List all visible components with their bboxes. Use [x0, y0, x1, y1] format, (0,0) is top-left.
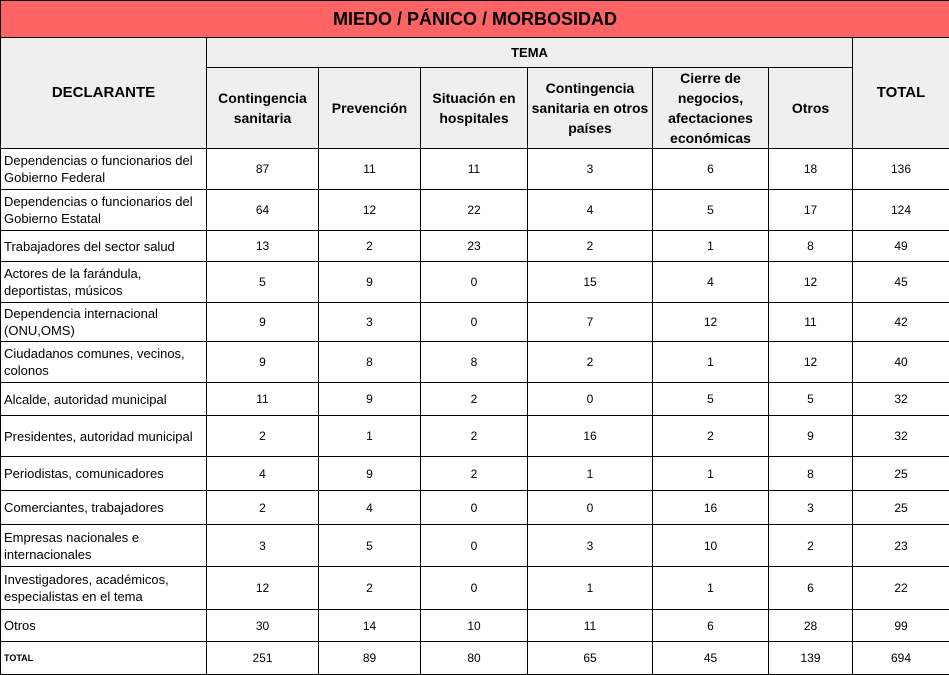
- table-cell: 4: [319, 491, 421, 525]
- table-cell: 2: [653, 416, 769, 457]
- column-header: Prevención: [319, 68, 421, 149]
- table-cell: 0: [421, 491, 528, 525]
- table-cell: 5: [653, 190, 769, 231]
- table-cell: 64: [207, 190, 319, 231]
- table-cell: 14: [319, 610, 421, 642]
- table-cell: 1: [653, 457, 769, 491]
- total-header: TOTAL: [853, 38, 949, 149]
- table-row: [1, 342, 949, 383]
- row-label: Investigadores, académicos, especialistas en el tema: [1, 567, 207, 610]
- column-total: 139: [769, 642, 853, 675]
- totals-row-label: TOTAL: [1, 642, 207, 675]
- table-cell: 9: [319, 262, 421, 303]
- table-row: [1, 190, 949, 231]
- table-cell: 12: [769, 262, 853, 303]
- table-cell: 87: [207, 149, 319, 190]
- table-cell: 12: [769, 342, 853, 383]
- row-total: 23: [853, 525, 949, 567]
- table-cell: 23: [421, 231, 528, 262]
- table-cell: 1: [653, 231, 769, 262]
- table-cell: 12: [653, 303, 769, 342]
- row-total: 42: [853, 303, 949, 342]
- table-cell: 2: [421, 416, 528, 457]
- table-cell: 11: [319, 149, 421, 190]
- table-cell: 3: [528, 149, 653, 190]
- tema-header: TEMA: [207, 38, 853, 68]
- table-cell: 16: [528, 416, 653, 457]
- column-header: Otros: [769, 68, 853, 149]
- table-cell: 2: [528, 342, 653, 383]
- table-cell: 2: [528, 231, 653, 262]
- row-total: 40: [853, 342, 949, 383]
- table-cell: 12: [319, 190, 421, 231]
- table-row: [1, 231, 949, 262]
- table-cell: 10: [653, 525, 769, 567]
- row-total: 49: [853, 231, 949, 262]
- row-label: Alcalde, autoridad municipal: [1, 383, 207, 416]
- table-cell: 5: [653, 383, 769, 416]
- row-label: Dependencia internacional (ONU,OMS): [1, 303, 207, 342]
- table-cell: 6: [653, 149, 769, 190]
- table-cell: 9: [319, 457, 421, 491]
- table-cell: 6: [769, 567, 853, 610]
- row-total: 32: [853, 383, 949, 416]
- table-cell: 0: [421, 303, 528, 342]
- row-label: Ciudadanos comunes, vecinos, colonos: [1, 342, 207, 383]
- table-row: [1, 457, 949, 491]
- table-cell: 13: [207, 231, 319, 262]
- row-label: Dependencias o funcionarios del Gobierno Estatal: [1, 190, 207, 231]
- table-cell: 11: [528, 610, 653, 642]
- table-row: [1, 149, 949, 190]
- grand-total: 694: [853, 642, 949, 675]
- table-cell: 1: [653, 567, 769, 610]
- table-row: [1, 567, 949, 610]
- table-cell: 4: [528, 190, 653, 231]
- table-cell: 2: [319, 567, 421, 610]
- table-cell: 8: [769, 231, 853, 262]
- table-cell: 12: [207, 567, 319, 610]
- table-cell: 28: [769, 610, 853, 642]
- table-cell: 9: [207, 303, 319, 342]
- table-cell: 4: [207, 457, 319, 491]
- table-cell: 5: [769, 383, 853, 416]
- table-cell: 10: [421, 610, 528, 642]
- table-cell: 9: [207, 342, 319, 383]
- row-total: 32: [853, 416, 949, 457]
- row-total: 25: [853, 457, 949, 491]
- row-label: Trabajadores del sector salud: [1, 231, 207, 262]
- column-header: Contingencia sanitaria en otros países: [528, 68, 653, 149]
- table-cell: 11: [207, 383, 319, 416]
- row-total: 99: [853, 610, 949, 642]
- table-cell: 3: [319, 303, 421, 342]
- table-cell: 3: [528, 525, 653, 567]
- column-header: Contingencia sanitaria: [207, 68, 319, 149]
- table-row: [1, 610, 949, 642]
- table-cell: 0: [421, 525, 528, 567]
- table-row: [1, 416, 949, 457]
- table-cell: 5: [319, 525, 421, 567]
- table-cell: 1: [653, 342, 769, 383]
- table-cell: 0: [421, 567, 528, 610]
- table-row: [1, 491, 949, 525]
- table-cell: 0: [528, 491, 653, 525]
- row-label: Otros: [1, 610, 207, 642]
- table-cell: 6: [653, 610, 769, 642]
- column-total: 80: [421, 642, 528, 675]
- table-row: [1, 262, 949, 303]
- table-cell: 16: [653, 491, 769, 525]
- row-total: 25: [853, 491, 949, 525]
- column-total: 65: [528, 642, 653, 675]
- column-header: Situación en hospitales: [421, 68, 528, 149]
- column-total: 89: [319, 642, 421, 675]
- table-cell: 2: [207, 491, 319, 525]
- table-cell: 3: [207, 525, 319, 567]
- row-total: 136: [853, 149, 949, 190]
- table-cell: 15: [528, 262, 653, 303]
- column-total: 251: [207, 642, 319, 675]
- table-cell: 9: [769, 416, 853, 457]
- table-cell: 4: [653, 262, 769, 303]
- column-total: 45: [653, 642, 769, 675]
- table-title: MIEDO / PÁNICO / MORBOSIDAD: [1, 1, 949, 38]
- table-cell: 2: [319, 231, 421, 262]
- table-cell: 2: [421, 457, 528, 491]
- table-cell: 11: [769, 303, 853, 342]
- table-cell: 2: [769, 525, 853, 567]
- table-cell: 1: [528, 567, 653, 610]
- column-header: Cierre de negocios, afectaciones económicas: [653, 68, 769, 149]
- table-cell: 1: [528, 457, 653, 491]
- table-cell: 5: [207, 262, 319, 303]
- table-cell: 0: [528, 383, 653, 416]
- table-cell: 2: [421, 383, 528, 416]
- table-cell: 22: [421, 190, 528, 231]
- row-total: 45: [853, 262, 949, 303]
- row-label: Dependencias o funcionarios del Gobierno Federal: [1, 149, 207, 190]
- row-total: 124: [853, 190, 949, 231]
- table-cell: 3: [769, 491, 853, 525]
- table-cell: 18: [769, 149, 853, 190]
- table-cell: 8: [319, 342, 421, 383]
- table-cell: 7: [528, 303, 653, 342]
- table-cell: 11: [421, 149, 528, 190]
- totals-row: [1, 642, 949, 675]
- table-cell: 8: [769, 457, 853, 491]
- row-label: Presidentes, autoridad municipal: [1, 416, 207, 457]
- table-cell: 9: [319, 383, 421, 416]
- declarante-header: DECLARANTE: [1, 38, 207, 149]
- table-cell: 17: [769, 190, 853, 231]
- row-label: Actores de la farándula, deportistas, músicos: [1, 262, 207, 303]
- table-row: [1, 383, 949, 416]
- table-row: [1, 303, 949, 342]
- table-cell: 1: [319, 416, 421, 457]
- table-cell: 30: [207, 610, 319, 642]
- table-row: [1, 525, 949, 567]
- row-label: Comerciantes, trabajadores: [1, 491, 207, 525]
- row-total: 22: [853, 567, 949, 610]
- row-label: Empresas nacionales e internacionales: [1, 525, 207, 567]
- row-label: Periodistas, comunicadores: [1, 457, 207, 491]
- table-cell: 8: [421, 342, 528, 383]
- table-cell: 2: [207, 416, 319, 457]
- table-cell: 0: [421, 262, 528, 303]
